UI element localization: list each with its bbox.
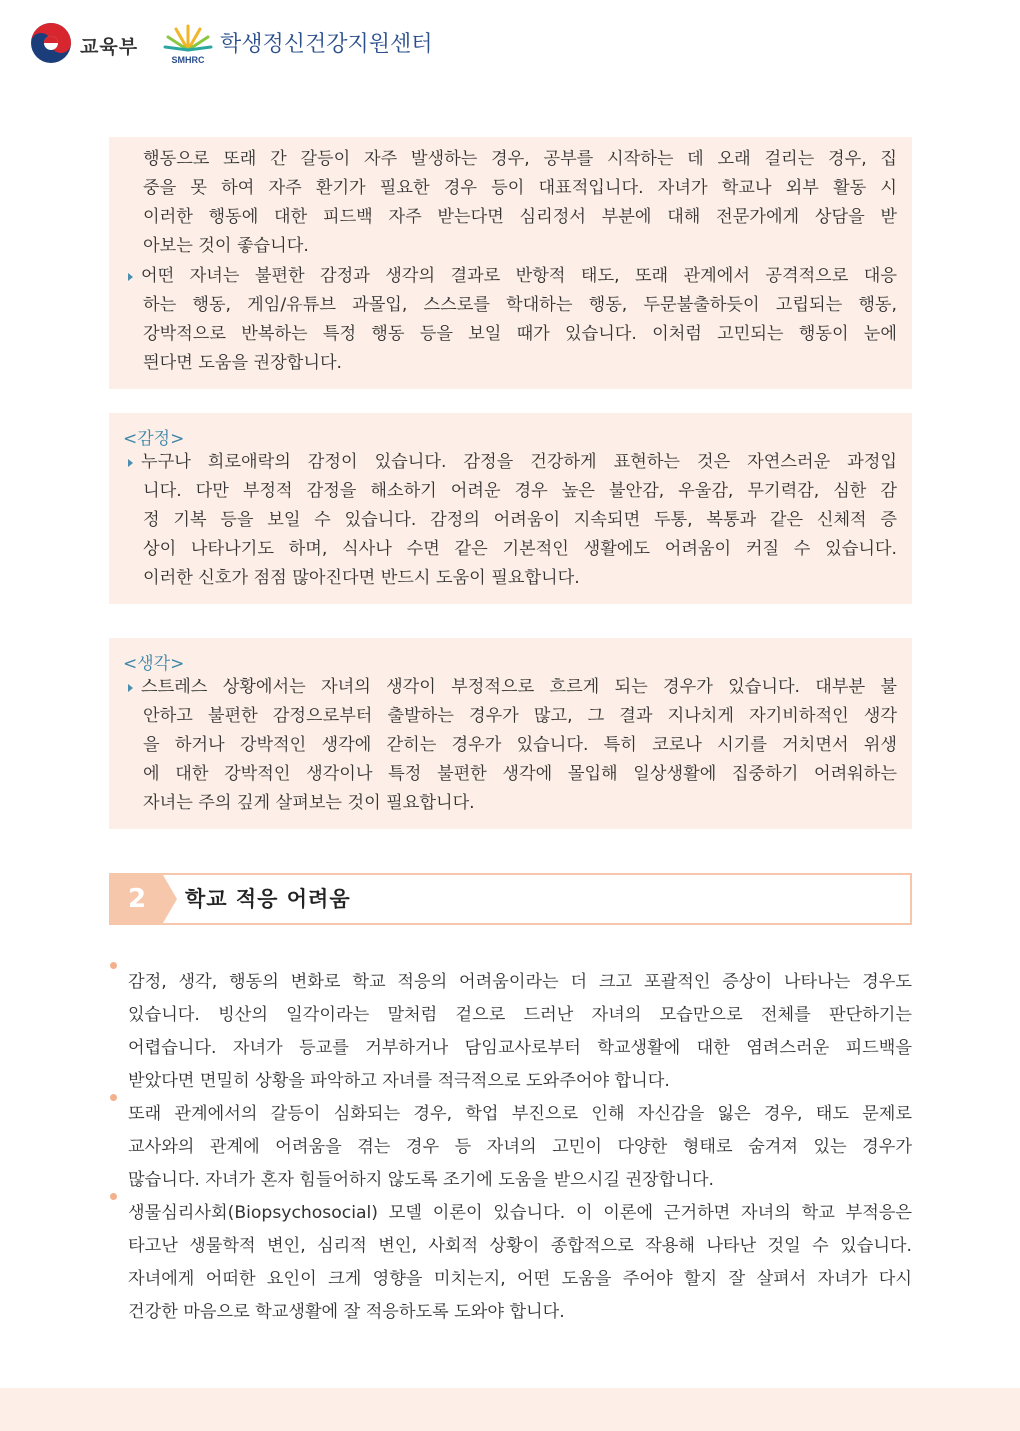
emotion-heading: <감정> (123, 429, 185, 449)
box-text-line: 이러한 행동에 대한 피드백 자주 받는다면 심리정서 부분에 대해 전문가에게 상담을 받 (143, 207, 897, 227)
section-number: 2 (111, 875, 163, 923)
bullet-dot-icon (110, 1094, 117, 1101)
bullet-triangle-icon (128, 684, 133, 692)
box-text-line: 행동으로 또래 간 갈등이 자주 발생하는 경우, 공부를 시작하는 데 오래 걸리는 경우, 집 (143, 149, 897, 169)
smhrc-logo-icon (162, 20, 214, 66)
footer-band (0, 1388, 1020, 1431)
bullet-line: 어렵습니다. 자녀가 등교를 거부하거나 담임교사로부터 학교생활에 대한 염려스러운 피드백을 (128, 1038, 912, 1059)
bullet-line: 감정, 생각, 행동의 변화로 학교 적응의 어려움이라는 더 크고 포괄적인 증상이 나타나는 경우도 (128, 972, 912, 993)
thought-box (109, 638, 912, 829)
page-header (0, 0, 1020, 80)
bullet-line: 또래 관계에서의 갈등이 심화되는 경우, 학업 부진으로 인해 자신감을 잃은 경우, 태도 문제로 (128, 1104, 912, 1125)
behavior-box (109, 137, 912, 389)
box-text-line: 누구나 희로애락의 감정이 있습니다. 감정을 건강하게 표현하는 것은 자연스러운 과정입 (141, 452, 897, 472)
box-text-line: 니다. 다만 부정적 감정을 해소하기 어려운 경우 높은 불안감, 우울감, 무기력감, 심한 감 (143, 481, 897, 501)
box-text-line: 어떤 자녀는 불편한 감정과 생각의 결과로 반항적 태도, 또래 관계에서 공격적으로 대응 (141, 266, 897, 286)
smhrc-abbr: SMHRC (171, 55, 205, 65)
center-name: 학생정신건강지원센터 (220, 32, 433, 57)
bullet-line: 많습니다. 자녀가 혼자 힘들어하지 않도록 조기에 도움을 받으시길 권장합니다. (128, 1170, 714, 1191)
section-arrow-icon (163, 875, 177, 923)
thought-heading: <생각> (123, 654, 185, 674)
bullet-line: 받았다면 면밀히 상황을 파악하고 자녀를 적극적으로 도와주어야 합니다. (128, 1071, 670, 1092)
box-text-line: 안하고 불편한 감정으로부터 출발하는 경우가 많고, 그 결과 지나치게 자기비하적인 생각 (143, 706, 897, 726)
bullet-line: 교사와의 관계에 어려움을 겪는 경우 등 자녀의 고민이 다양한 형태로 숨겨져 있는 경우가 (128, 1137, 912, 1158)
bullet-dot-icon (110, 962, 117, 969)
moe-taegeuk-logo-icon (30, 22, 72, 64)
box-text-line: 자녀는 주의 깊게 살펴보는 것이 필요합니다. (143, 793, 475, 813)
box-text-line: 을 하거나 강박적인 생각에 갇히는 경우가 있습니다. 특히 코로나 시기를 거치면서 위생 (143, 735, 897, 755)
box-text-line: 하는 행동, 게임/유튜브 과몰입, 스스로를 학대하는 행동, 두문불출하듯이 고립되는 행동, (143, 295, 897, 315)
box-text-line: 이러한 신호가 점점 많아진다면 반드시 도움이 필요합니다. (143, 568, 580, 588)
bullet-line: 건강한 마음으로 학교생활에 잘 적응하도록 도와야 합니다. (128, 1302, 565, 1323)
bullet-line: 생물심리사회(Biopsychosocial) 모델 이론이 있습니다. 이 이론에 근거하면 자녀의 학교 부적응은 (128, 1203, 912, 1224)
box-text-line: 중을 못 하여 자주 환기가 필요한 경우 등이 대표적입니다. 자녀가 학교나 외부 활동 시 (143, 178, 897, 198)
box-text-line: 띈다면 도움을 권장합니다. (143, 353, 343, 373)
emotion-box (109, 413, 912, 604)
box-text-line: 스트레스 상황에서는 자녀의 생각이 부정적으로 흐르게 되는 경우가 있습니다. 대부분 불 (141, 677, 897, 697)
bullet-triangle-icon (128, 273, 133, 281)
section-header (109, 873, 912, 925)
bullet-dot-icon (110, 1193, 117, 1200)
ministry-name: 교육부 (80, 36, 139, 58)
box-text-line: 에 대한 강박적인 생각이나 특정 불편한 생각에 몰입해 일상생활에 집중하기 어려워하는 (143, 764, 897, 784)
box-text-line: 정 기복 등을 보일 수 있습니다. 감정의 어려움이 지속되면 두통, 복통과 같은 신체적 증 (143, 510, 897, 530)
box-text-line: 상이 나타나기도 하며, 식사나 수면 같은 기본적인 생활에도 어려움이 커질 수 있습니다. (143, 539, 897, 559)
section-title: 학교 적응 어려움 (185, 887, 351, 911)
bullet-line: 자녀에게 어떠한 요인이 크게 영향을 미치는지, 어떤 도움을 주어야 할지 잘 살펴서 자녀가 다시 (128, 1269, 912, 1290)
bullet-triangle-icon (128, 459, 133, 467)
box-text-line: 아보는 것이 좋습니다. (143, 236, 309, 256)
box-text-line: 강박적으로 반복하는 특정 행동 등을 보일 때가 있습니다. 이처럼 고민되는 행동이 눈에 (143, 324, 897, 344)
bullet-line: 있습니다. 빙산의 일각이라는 말처럼 겉으로 드러난 자녀의 모습만으로 전체를 판단하기는 (128, 1005, 912, 1026)
bullet-line: 타고난 생물학적 변인, 심리적 변인, 사회적 상황이 종합적으로 작용해 나타난 것일 수 있습니다. (128, 1236, 912, 1257)
